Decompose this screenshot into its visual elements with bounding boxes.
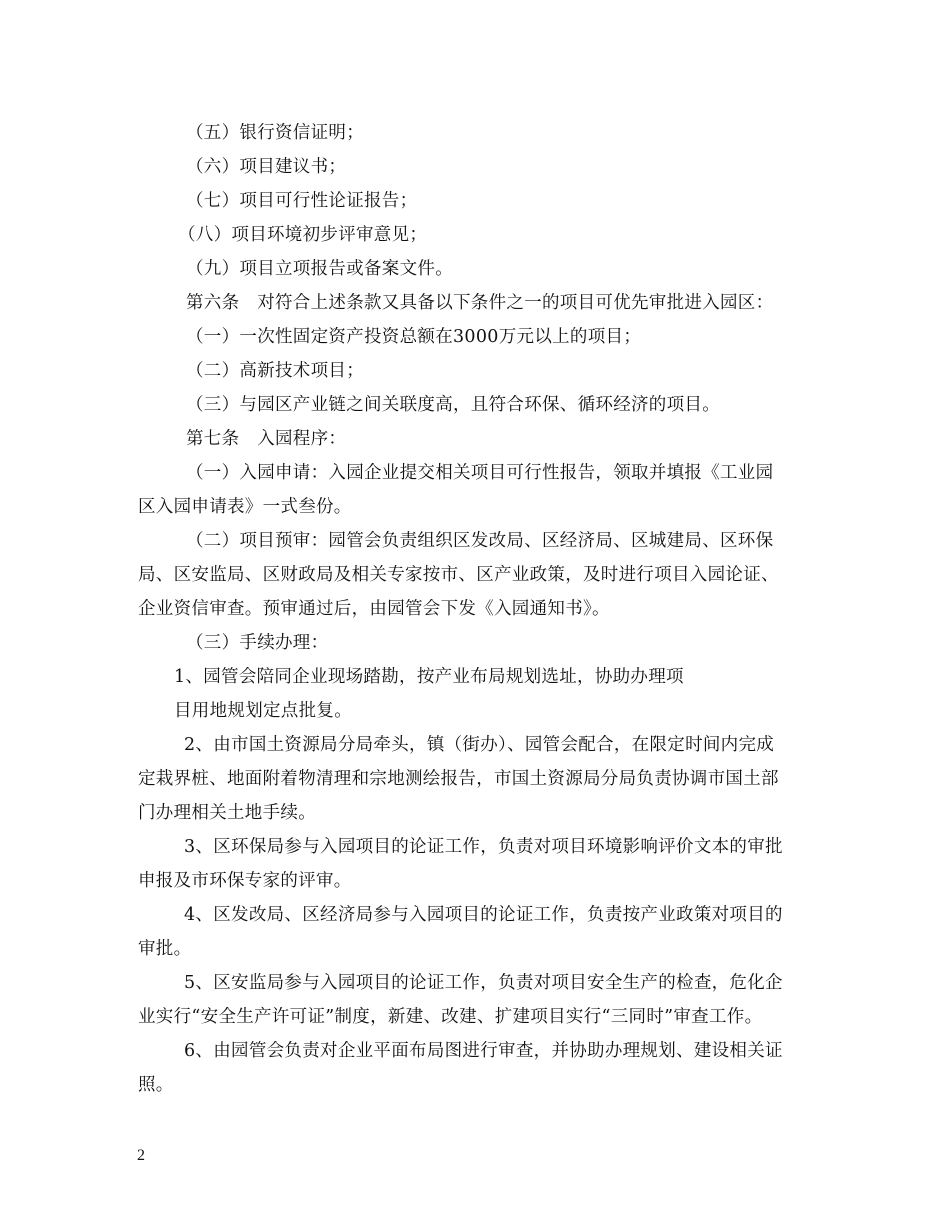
text-line: 审批。 — [138, 939, 192, 959]
text-line: （三）与园区产业链之间关联度高，且符合环保、循环经济的项目。 — [186, 395, 720, 415]
text-line: 4、区发改局、区经济局参与入园项目的论证工作，负责按产业政策对项目的 — [184, 905, 783, 925]
text-line: （二）高新技术项目； — [186, 361, 364, 381]
text-line: （一）入园申请：入园企业提交相关项目可行性报告，领取并填报《工业园 — [186, 463, 774, 483]
text-line: 1、园管会陪同企业现场踏勘，按产业布局规划选址，协助办理项 — [174, 667, 684, 687]
text-line: 业实行“安全生产许可证”制度，新建、改建、扩建项目实行“三同时”审查工作。 — [138, 1007, 763, 1027]
text-line: 目用地规划定点批复。 — [174, 701, 352, 721]
text-line: （一）一次性固定资产投资总额在3000万元以上的项目； — [186, 327, 642, 347]
text-line: 局、区安监局、区财政局及相关专家按市、区产业政策，及时进行项目入园论证、 — [138, 565, 779, 585]
article-heading: 第七条 入园程序： — [186, 429, 347, 449]
text-line: （七）项目可行性论证报告； — [186, 191, 418, 211]
text-line: 定栽界桩、地面附着物清理和宗地测绘报告，市国土资源局分局负责协调市国土部 — [138, 769, 779, 789]
article-heading: 第六条 对符合上述条款又具备以下条件之一的项目可优先审批进入园区： — [186, 293, 774, 313]
text-line: （二）项目预审：园管会负责组织区发改局、区经济局、区城建局、区环保 — [186, 531, 774, 551]
text-line: （八）项目环境初步评审意见； — [178, 225, 428, 245]
text-line: （九）项目立项报告或备案文件。 — [186, 259, 453, 279]
text-line: 6、由园管会负责对企业平面布局图进行审查，并协助办理规划、建设相关证 — [184, 1041, 783, 1061]
text-line: （三）手续办理： — [186, 633, 329, 653]
text-line: 企业资信审查。预审通过后，由园管会下发《入园通知书》。 — [138, 599, 610, 619]
text-line: （五）银行资信证明； — [186, 123, 364, 143]
text-line: 3、区环保局参与入园项目的论证工作，负责对项目环境影响评价文本的审批 — [184, 837, 783, 857]
text-line: 2、由市国土资源局分局牵头，镇（街办）、园管会配合，在限定时间内完成 — [184, 735, 775, 755]
text-line: （六）项目建议书； — [186, 157, 347, 177]
text-line: 5、区安监局参与入园项目的论证工作，负责对项目安全生产的检查，危化企 — [184, 973, 783, 993]
text-line: 区入园申请表》一式叁份。 — [138, 497, 352, 517]
text-line: 申报及市环保专家的评审。 — [138, 871, 352, 891]
text-line: 门办理相关土地手续。 — [138, 803, 316, 823]
text-line: 照。 — [138, 1075, 174, 1095]
page-number: 2 — [137, 1147, 145, 1164]
